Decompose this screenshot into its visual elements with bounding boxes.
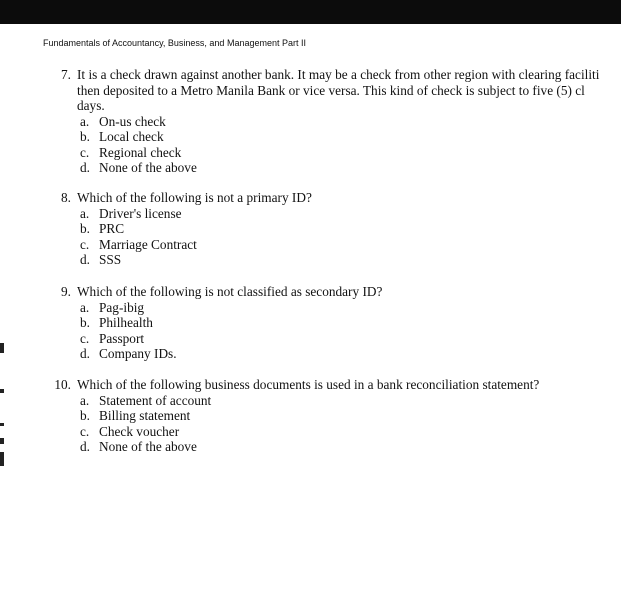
option-letter: b. xyxy=(80,221,90,236)
option-a xyxy=(80,393,539,409)
question-8 xyxy=(61,190,312,268)
option-letter: b. xyxy=(80,408,90,423)
option-text: Billing statement xyxy=(99,408,191,423)
option-letter: c. xyxy=(80,423,90,439)
option-text: None of the above xyxy=(99,160,197,175)
question-text-line: then deposited to a Metro Manila Bank or vice versa. This kind of check is subject to five (5) cl xyxy=(77,82,585,98)
option-text: SSS xyxy=(99,252,122,267)
option-text: Pag-ibig xyxy=(99,299,145,315)
question-text-line: Which of the following is not classified as secondary ID? xyxy=(77,284,383,299)
option-letter: c. xyxy=(80,144,90,160)
option-d xyxy=(80,160,599,176)
option-b xyxy=(80,129,599,145)
scan-edge-mark xyxy=(0,343,4,353)
option-d xyxy=(80,252,312,268)
question-text-line: days. xyxy=(77,98,105,113)
option-text: Marriage Contract xyxy=(99,236,197,252)
question-number: 8. xyxy=(61,190,71,205)
option-letter: b. xyxy=(80,315,90,330)
question-text-line: Which of the following business documents is used in a bank reconciliation statement? xyxy=(77,377,540,392)
question-9 xyxy=(61,284,383,362)
option-d xyxy=(80,346,382,362)
question-10 xyxy=(54,377,540,455)
option-a xyxy=(80,114,599,130)
option-text: Company IDs. xyxy=(99,346,177,361)
option-text: Philhealth xyxy=(99,315,153,330)
option-letter: a. xyxy=(80,205,90,221)
top-dark-band xyxy=(0,0,621,24)
option-text: On-us check xyxy=(99,113,166,129)
question-number: 7. xyxy=(61,67,71,82)
question-text-line: Which of the following is not a primary ID? xyxy=(77,190,312,205)
scan-edge-mark xyxy=(0,452,4,466)
option-letter: d. xyxy=(80,252,90,267)
option-letter: d. xyxy=(80,439,90,454)
option-letter: b. xyxy=(80,129,90,144)
question-number: 9. xyxy=(61,284,71,299)
question-number: 10. xyxy=(54,377,71,392)
option-c xyxy=(80,424,539,440)
option-a xyxy=(80,206,312,222)
option-d xyxy=(80,439,539,455)
options-list xyxy=(80,300,382,362)
option-letter: a. xyxy=(80,113,90,129)
option-text: Driver's license xyxy=(99,205,182,221)
option-text: Passport xyxy=(99,330,145,346)
document-header: Fundamentals of Accountancy, Business, and Management Part II xyxy=(43,38,306,48)
option-c xyxy=(80,145,599,161)
scan-edge-mark xyxy=(0,438,4,444)
option-text: PRC xyxy=(99,221,125,236)
option-a xyxy=(80,300,382,316)
scan-edge-mark xyxy=(0,389,4,393)
option-text: Local check xyxy=(99,129,164,144)
option-letter: d. xyxy=(80,160,90,175)
option-text: None of the above xyxy=(99,439,197,454)
option-letter: a. xyxy=(80,299,90,315)
scan-edge-mark xyxy=(0,423,4,426)
option-b xyxy=(80,221,312,237)
question-text-line: It is a check drawn against another bank. It may be a check from other region with clearing faciliti xyxy=(77,67,600,82)
option-text: Check voucher xyxy=(99,423,180,439)
option-b xyxy=(80,408,539,424)
question-7 xyxy=(61,67,600,176)
option-text: Statement of account xyxy=(99,392,212,408)
option-letter: a. xyxy=(80,392,90,408)
option-letter: c. xyxy=(80,236,90,252)
options-list xyxy=(80,206,312,268)
option-text: Regional check xyxy=(99,144,182,160)
option-c xyxy=(80,237,312,253)
options-list xyxy=(80,114,599,176)
option-b xyxy=(80,315,382,331)
option-c xyxy=(80,331,382,347)
options-list xyxy=(80,393,539,455)
option-letter: d. xyxy=(80,346,90,361)
option-letter: c. xyxy=(80,330,90,346)
